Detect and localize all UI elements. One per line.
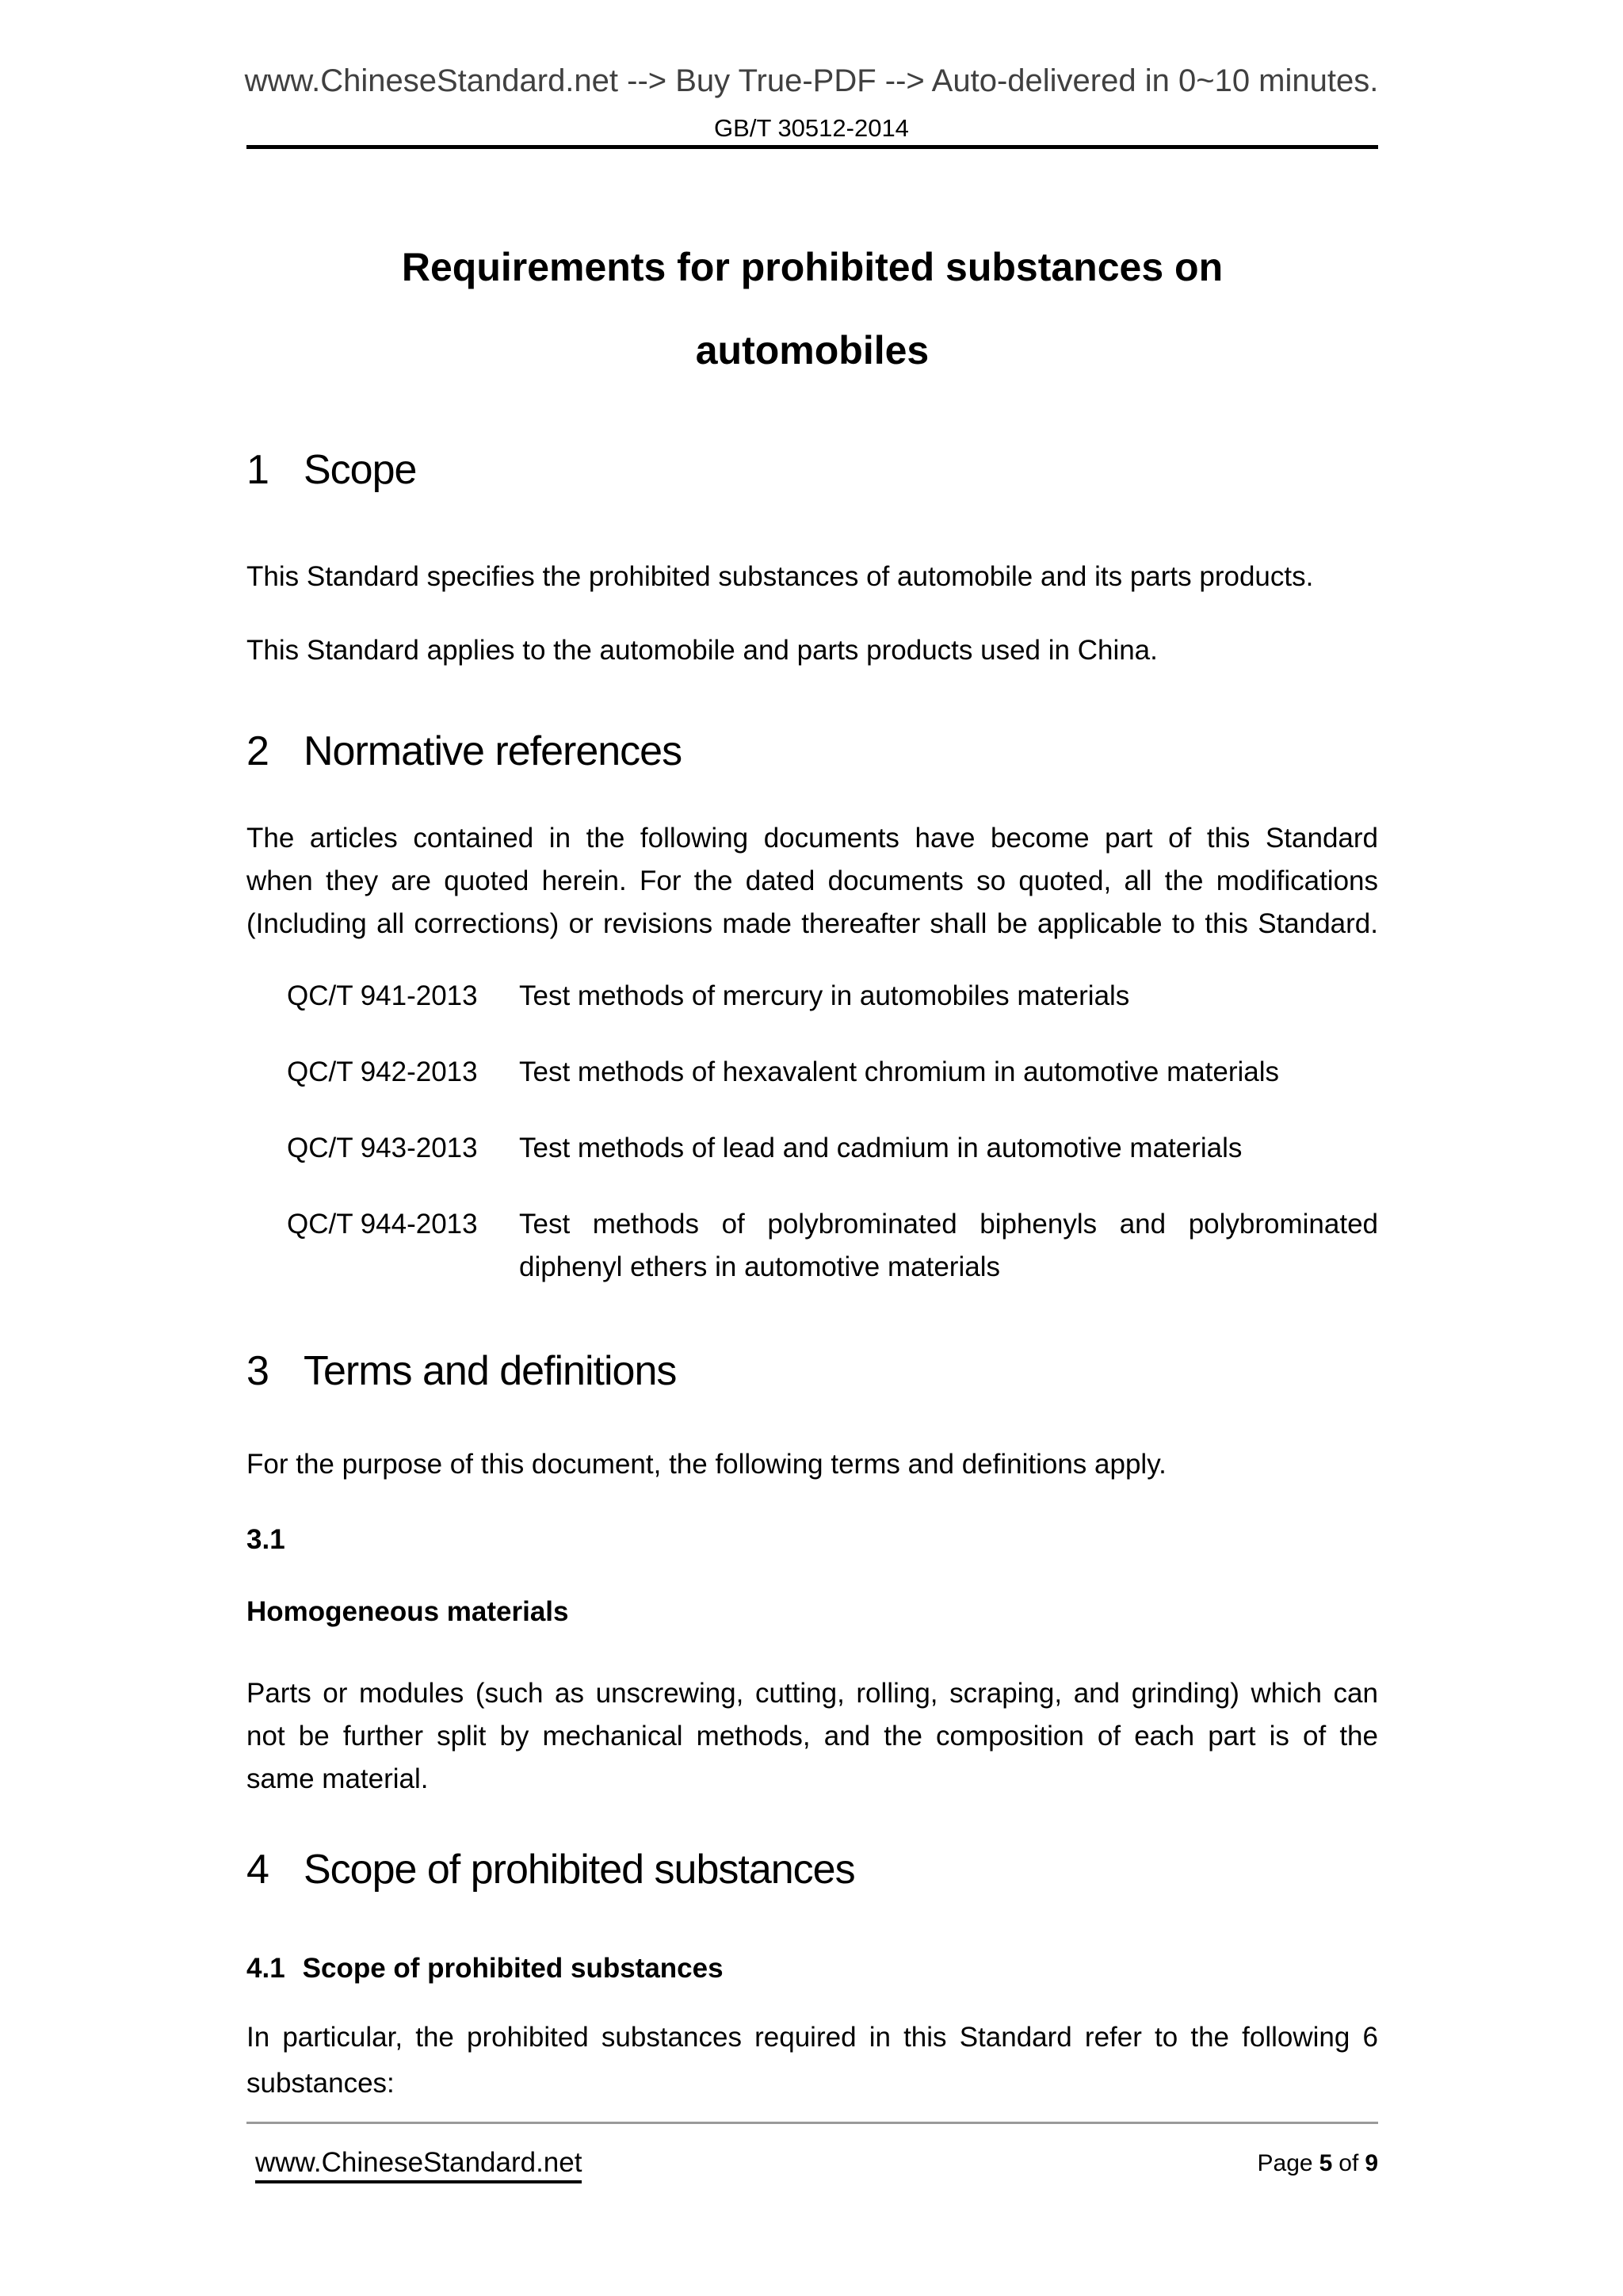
reference-2-code: QC/T 942-2013 <box>287 1056 478 1087</box>
reference-3-title: Test methods of lead and cadmium in automotive materials <box>519 1133 1243 1163</box>
paragraph-line: (Including all corrections) or revisions made thereafter shall be applicable to this Standard. <box>246 908 1378 939</box>
header-rule <box>246 145 1378 149</box>
reference-item-4 <box>287 1203 1378 1289</box>
term-definition-paragraph <box>246 1672 1378 1801</box>
paragraph-line: same material. <box>246 1763 429 1794</box>
section-4-heading-label: Scope of prohibited substances <box>304 1847 855 1893</box>
reference-4-title-line-1: Test methods of polybrominated biphenyls and polybrominated <box>519 1209 1378 1240</box>
reference-item-2 <box>287 1058 1378 1086</box>
document-title-line-1: Requirements for prohibited substances on <box>401 245 1224 289</box>
footer-page-current: 5 <box>1319 2150 1333 2176</box>
paragraph-line: In particular, the prohibited substances required in this Standard refer to the following 6 <box>246 2022 1378 2053</box>
reference-2-title: Test methods of hexavalent chromium in automotive materials <box>519 1056 1280 1087</box>
paragraph-line: not be further split by mechanical methods, and the composition of each part is of the <box>246 1721 1378 1752</box>
document-title-line-2: automobiles <box>695 328 930 372</box>
section-4-paragraph <box>246 2015 1378 2107</box>
reference-3-code: QC/T 943-2013 <box>287 1133 478 1163</box>
footer-page-word: Page <box>1257 2150 1313 2176</box>
subsection-4-1-heading <box>246 1954 1378 1982</box>
section-3-heading-label: Terms and definitions <box>304 1348 677 1394</box>
section-2-heading-label: Normative references <box>304 728 682 774</box>
paragraph-line: when they are quoted herein. For the dated documents so quoted, all the modifications <box>246 865 1378 896</box>
section-2-intro-paragraph <box>246 817 1378 946</box>
subsection-4-1-number: 4.1 <box>246 1953 285 1984</box>
section-3-intro-paragraph: For the purpose of this document, the following terms and definitions apply. <box>246 1449 1167 1480</box>
reference-1-code: QC/T 941-2013 <box>287 980 478 1011</box>
term-name: Homogeneous materials <box>246 1596 569 1627</box>
header-promo: www.ChineseStandard.net --> Buy True-PDF --> Auto-delivered in 0~10 minutes. <box>244 63 1379 98</box>
footer-site-link[interactable]: www.ChineseStandard.net <box>255 2149 582 2183</box>
reference-4-title <box>519 1203 1378 1289</box>
section-2-number: 2 <box>246 728 269 774</box>
paragraph-line: substances: <box>246 2068 395 2099</box>
section-1-paragraph-2: This Standard applies to the automobile and parts products used in China. <box>246 635 1158 666</box>
reference-4-title-line-2: diphenyl ethers in automotive materials <box>519 1251 1000 1282</box>
reference-item-3 <box>287 1134 1378 1162</box>
section-3-heading <box>246 1350 1378 1392</box>
term-number: 3.1 <box>246 1524 285 1555</box>
section-1-heading <box>246 449 1378 491</box>
reference-4-code: QC/T 944-2013 <box>287 1209 478 1240</box>
paragraph-line: The articles contained in the following documents have become part of this Standard <box>246 823 1378 854</box>
footer-page-total: 9 <box>1365 2150 1378 2176</box>
section-1-paragraph-1: This Standard specifies the prohibited substances of automobile and its parts products. <box>246 561 1314 592</box>
section-4-number: 4 <box>246 1847 269 1893</box>
header-doc-number: GB/T 30512-2014 <box>714 114 909 142</box>
footer-rule <box>246 2122 1378 2124</box>
footer-page-indicator <box>246 2152 1378 2176</box>
section-2-heading <box>246 728 1378 774</box>
reference-item-1 <box>287 982 1378 1010</box>
section-4-heading <box>246 1847 1378 1893</box>
footer-page-of-word: of <box>1338 2150 1359 2176</box>
paragraph-line: Parts or modules (such as unscrewing, cutting, rolling, scraping, and grinding) which can <box>246 1678 1378 1709</box>
section-1-heading-label: Scope <box>304 447 417 493</box>
reference-1-title: Test methods of mercury in automobiles materials <box>519 980 1130 1011</box>
section-1-number: 1 <box>246 447 269 493</box>
section-3-number: 3 <box>246 1348 269 1394</box>
subsection-4-1-label: Scope of prohibited substances <box>302 1953 724 1984</box>
